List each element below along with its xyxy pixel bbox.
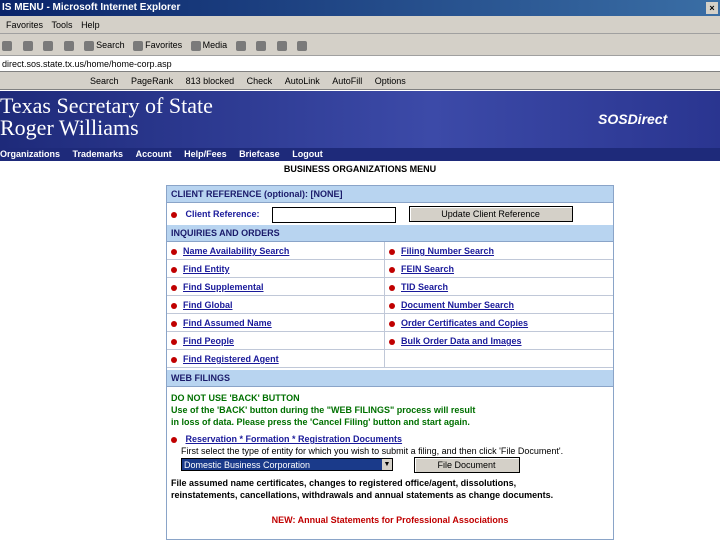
toolbar	[0, 34, 720, 56]
link-order-certificates[interactable]: Order Certificates and Copies	[401, 318, 529, 328]
google-search-button[interactable]: Search	[90, 76, 119, 86]
main-panel	[166, 185, 614, 540]
bullet-icon	[171, 267, 177, 273]
search-icon	[84, 41, 94, 51]
mail-icon[interactable]	[256, 41, 266, 51]
options-button[interactable]: Options	[374, 76, 406, 86]
address-url[interactable]: direct.sos.state.tx.us/home/home-corp.asp	[2, 59, 172, 69]
link-find-supplemental[interactable]: Find Supplemental	[183, 282, 264, 292]
nav-help-fees[interactable]: Help/Fees	[184, 149, 227, 159]
address-bar[interactable]	[0, 56, 720, 72]
bullet-icon	[389, 249, 395, 255]
window-title-bar	[0, 0, 720, 16]
menu-help[interactable]: Help	[81, 20, 100, 30]
favorites-icon	[133, 41, 143, 51]
link-find-people[interactable]: Find People	[183, 336, 235, 346]
entity-type-select[interactable]	[181, 458, 393, 471]
history-icon[interactable]	[236, 41, 246, 51]
link-find-entity[interactable]: Find Entity	[183, 264, 230, 274]
update-client-reference-button[interactable]: Update Client Reference	[409, 206, 573, 222]
pagerank-button[interactable]: PageRank	[131, 76, 174, 86]
refresh-icon[interactable]	[43, 41, 53, 51]
print-icon[interactable]	[277, 41, 287, 51]
nav-trademarks[interactable]: Trademarks	[72, 149, 124, 159]
dropdown-arrow-icon[interactable]: ▼	[383, 461, 391, 468]
banner-title: Texas Secretary of State Roger Williams	[0, 93, 213, 140]
nav-account[interactable]: Account	[135, 149, 172, 159]
bullet-icon	[171, 285, 177, 291]
spell-check-button[interactable]: Check	[246, 76, 273, 86]
sosdirect-logo: SOSDirect	[598, 111, 668, 127]
link-find-assumed-name[interactable]: Find Assumed Name	[183, 318, 272, 328]
home-icon[interactable]	[64, 41, 74, 51]
nav-organizations[interactable]: Organizations	[0, 149, 61, 159]
bullet-icon	[171, 212, 177, 218]
close-icon[interactable]: ×	[706, 2, 718, 14]
back-button-warning: DO NOT USE 'BACK' BUTTON	[171, 393, 300, 403]
entity-type-selected: Domestic Business Corporation	[184, 460, 311, 470]
favorites-button[interactable]: Favorites	[133, 34, 182, 56]
warning-line-2: Use of the 'BACK' button during the "WEB FILINGS" process will result	[171, 405, 476, 415]
bullet-icon	[171, 357, 177, 363]
new-annual-statements-notice[interactable]: NEW: Annual Statements for Professional Associations	[271, 515, 509, 525]
back-icon[interactable]	[2, 41, 12, 51]
bullet-icon	[389, 267, 395, 273]
media-icon	[191, 41, 201, 51]
google-toolbar	[0, 72, 720, 90]
link-reservation-formation-registration[interactable]: Reservation * Formation * Registration Documents	[185, 434, 403, 444]
inquiries-header: INQUIRIES AND ORDERS	[167, 225, 613, 242]
link-tid-search[interactable]: TID Search	[401, 282, 449, 292]
menu-favorites[interactable]: Favorites	[6, 20, 44, 30]
menu-bar	[0, 16, 720, 34]
bullet-icon	[171, 249, 177, 255]
bullet-icon	[389, 339, 395, 345]
entity-type-instruction: First select the type of entity for which you wish to submit a filing, and then click 'File Document'.	[181, 446, 564, 456]
bullet-icon	[171, 437, 177, 443]
web-filings-header: WEB FILINGS	[167, 370, 613, 387]
link-find-global[interactable]: Find Global	[183, 300, 233, 310]
site-nav	[0, 148, 720, 161]
inquiries-grid	[167, 242, 613, 368]
warning-line-3: in loss of data. Please press the 'Cancel Filing' button and start again.	[171, 417, 470, 427]
window-title: IS MENU - Microsoft Internet Explorer	[2, 2, 181, 13]
link-bulk-order[interactable]: Bulk Order Data and Images	[401, 336, 522, 346]
link-fein-search[interactable]: FEIN Search	[401, 264, 455, 274]
bullet-icon	[389, 285, 395, 291]
link-document-number-search[interactable]: Document Number Search	[401, 300, 515, 310]
nav-logout[interactable]: Logout	[292, 149, 323, 159]
bullet-icon	[389, 303, 395, 309]
search-button[interactable]: Search	[84, 34, 125, 56]
bullet-icon	[171, 303, 177, 309]
client-reference-label: Client Reference:	[185, 209, 260, 219]
client-reference-input[interactable]	[272, 207, 396, 223]
bullet-icon	[171, 339, 177, 345]
page-title: BUSINESS ORGANIZATIONS MENU	[283, 164, 437, 174]
stop-icon[interactable]	[23, 41, 33, 51]
autofill-button[interactable]: AutoFill	[332, 76, 363, 86]
site-banner	[0, 91, 720, 148]
change-documents-info-1: File assumed name certificates, changes to registered office/agent, dissolutions,	[171, 478, 517, 488]
client-reference-header: CLIENT REFERENCE (optional): [NONE]	[167, 186, 613, 203]
change-documents-info-2: reinstatements, cancellations, withdrawals and annual statements as change documents.	[171, 490, 554, 500]
empty-cell	[385, 350, 613, 368]
nav-briefcase[interactable]: Briefcase	[239, 149, 280, 159]
autolink-button[interactable]: AutoLink	[284, 76, 320, 86]
menu-tools[interactable]: Tools	[51, 20, 73, 30]
file-document-button[interactable]: File Document	[414, 457, 520, 473]
bullet-icon	[389, 321, 395, 327]
media-button[interactable]: Media	[191, 34, 228, 56]
edit-icon[interactable]	[297, 41, 307, 51]
popup-blocked-count[interactable]: 813 blocked	[185, 76, 235, 86]
bullet-icon	[171, 321, 177, 327]
link-filing-number-search[interactable]: Filing Number Search	[401, 246, 495, 256]
link-name-availability-search[interactable]: Name Availability Search	[183, 246, 290, 256]
link-find-registered-agent[interactable]: Find Registered Agent	[183, 354, 279, 364]
